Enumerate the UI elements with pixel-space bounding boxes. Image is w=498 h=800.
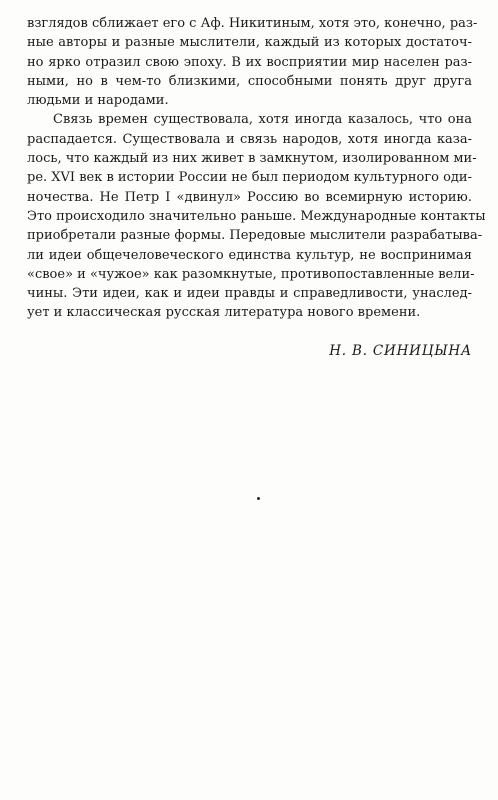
print-speck — [257, 497, 260, 500]
text-line: ными, но в чем-то близкими, способными понять друг друга — [27, 73, 472, 89]
text-line: людьми и народами. — [27, 93, 169, 109]
text-line: ные авторы и разные мыслители, каждый из которых достаточ- — [27, 35, 472, 51]
text-line: чины. Эти идеи, как и идеи правды и справедливости, унаслед- — [27, 286, 472, 302]
text-line: распадается. Существовала и связь народов, хотя иногда каза- — [27, 131, 472, 147]
body-text — [27, 14, 486, 323]
text-line: приобретали разные формы. Передовые мыслители разрабатыва- — [27, 228, 483, 244]
text-line: ует и классическая русская литература нового времени. — [27, 305, 421, 321]
paragraph-2 — [27, 110, 486, 322]
text-line: ли идеи общечеловеческого единства культур, не воспринимая — [27, 247, 472, 263]
text-line: но ярко отразил свою эпоху. В их восприятии мир населен раз- — [27, 54, 472, 70]
text-line: «свое» и «чужое» как разомкнутые, противопоставленные вели- — [27, 266, 475, 282]
text-line: лось, что каждый из них живет в замкнутом, изолированном ми- — [27, 151, 477, 167]
text-line: ночества. Не Петр I «двинул» Россию во всемирную историю. — [27, 189, 472, 205]
text-line: Связь времен существовала, хотя иногда казалось, что она — [53, 112, 472, 128]
author-signature: Н. В. СИНИЦЫНА — [329, 343, 472, 359]
text-line: Это происходило значительно раньше. Международные контакты — [27, 208, 486, 224]
text-line: взглядов сближает его с Аф. Никитиным, хотя это, конечно, раз- — [27, 16, 478, 31]
text-line: ре. XVI век в истории России не был периодом культурного оди- — [27, 170, 472, 186]
paragraph-1 — [27, 14, 478, 110]
